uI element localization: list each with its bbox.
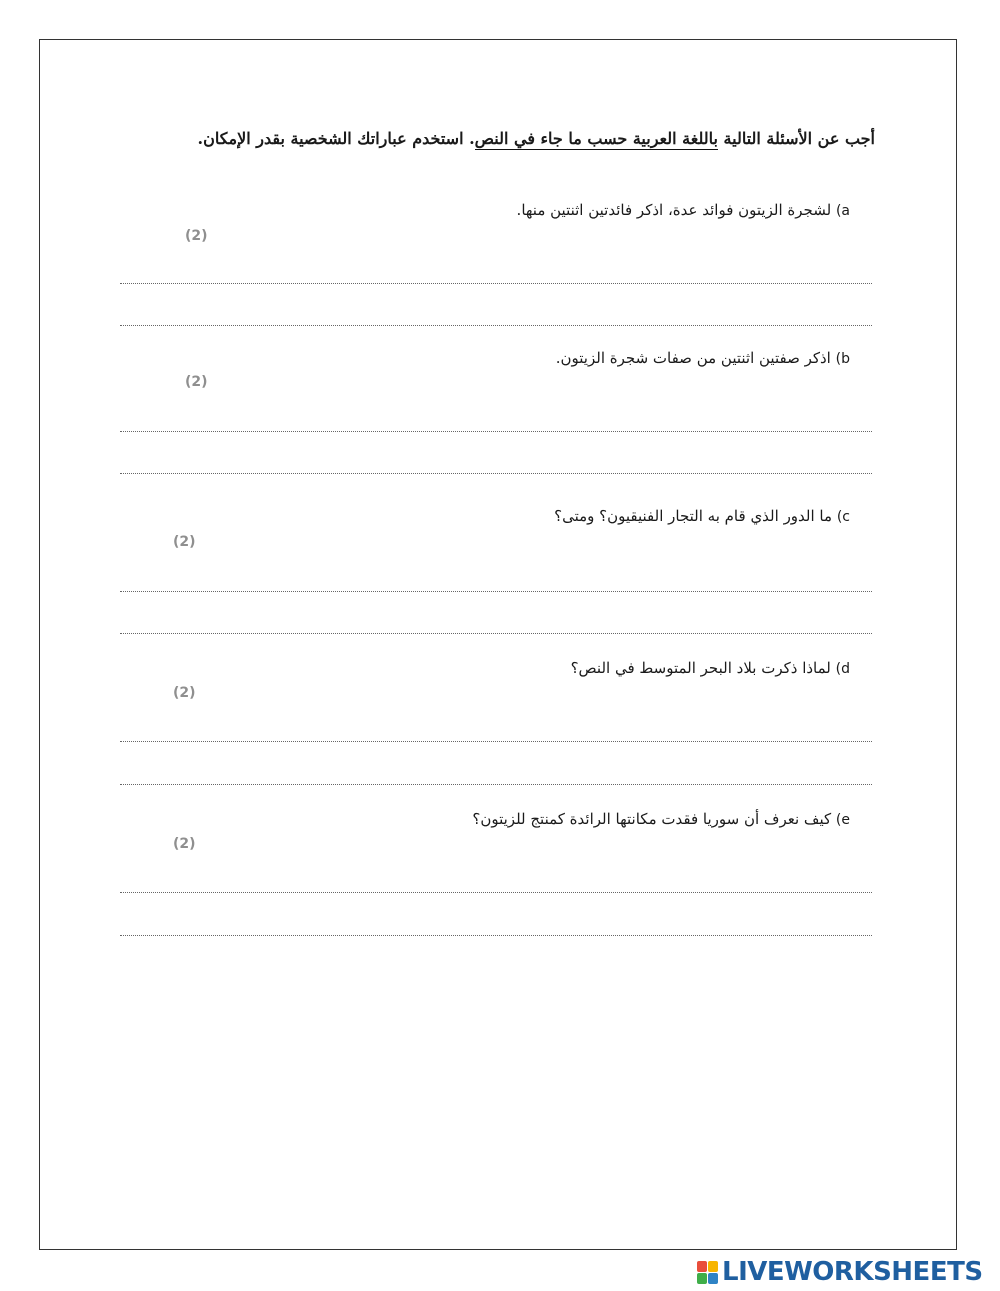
marks-a: (2) <box>185 228 208 244</box>
question-text: ما الدور الذي قام به التجار الفنيقيون؟ ومتى؟ <box>554 507 833 525</box>
question-label: (a <box>835 203 850 219</box>
question-label: (d <box>835 661 850 677</box>
question-label: (c <box>836 509 850 525</box>
instruction-underlined: باللغة العربية حسب ما جاء في النص <box>474 129 718 148</box>
question-d <box>200 659 850 677</box>
answer-line-b1[interactable] <box>120 431 872 432</box>
question-text: لماذا ذكرت بلاد البحر المتوسط في النص؟ <box>570 659 831 677</box>
answer-line-a1[interactable] <box>120 283 872 284</box>
marks-d: (2) <box>173 685 196 701</box>
answer-line-a2[interactable] <box>120 325 872 326</box>
worksheet-frame <box>39 39 957 1250</box>
instructions <box>180 126 875 152</box>
marks-b: (2) <box>185 374 208 390</box>
question-b <box>200 349 850 367</box>
question-text: اذكر صفتين اثنتين من صفات شجرة الزيتون. <box>555 349 831 367</box>
liveworksheets-logo[interactable] <box>697 1258 983 1286</box>
answer-line-c1[interactable] <box>120 591 872 592</box>
answer-line-d1[interactable] <box>120 741 872 742</box>
answer-line-e2[interactable] <box>120 935 872 936</box>
logo-square-3 <box>697 1273 707 1284</box>
question-c <box>200 507 850 525</box>
question-a <box>200 201 850 219</box>
question-label: (b <box>835 351 850 367</box>
question-label: (e <box>835 812 850 828</box>
answer-line-b2[interactable] <box>120 473 872 474</box>
instruction-text: أجب عن الأسئلة التالية <box>723 129 875 148</box>
logo-square-2 <box>708 1261 718 1272</box>
logo-text: LIVEWORKSHEETS <box>722 1257 983 1287</box>
logo-square-4 <box>708 1273 718 1284</box>
answer-line-d2[interactable] <box>120 784 872 785</box>
logo-icon <box>697 1261 718 1284</box>
question-text: كيف نعرف أن سوريا فقدت مكانتها الرائدة كمنتج للزيتون؟ <box>472 810 832 828</box>
answer-line-c2[interactable] <box>120 633 872 634</box>
instruction-text-end: . استخدم عباراتك الشخصية بقدر الإمكان. <box>197 129 475 148</box>
question-text: لشجرة الزيتون فوائد عدة، اذكر فائدتين اثنتين منها. <box>516 201 832 219</box>
answer-line-e1[interactable] <box>120 892 872 893</box>
marks-e: (2) <box>173 836 196 852</box>
marks-c: (2) <box>173 534 196 550</box>
question-e <box>200 810 850 828</box>
logo-square-1 <box>697 1261 707 1272</box>
